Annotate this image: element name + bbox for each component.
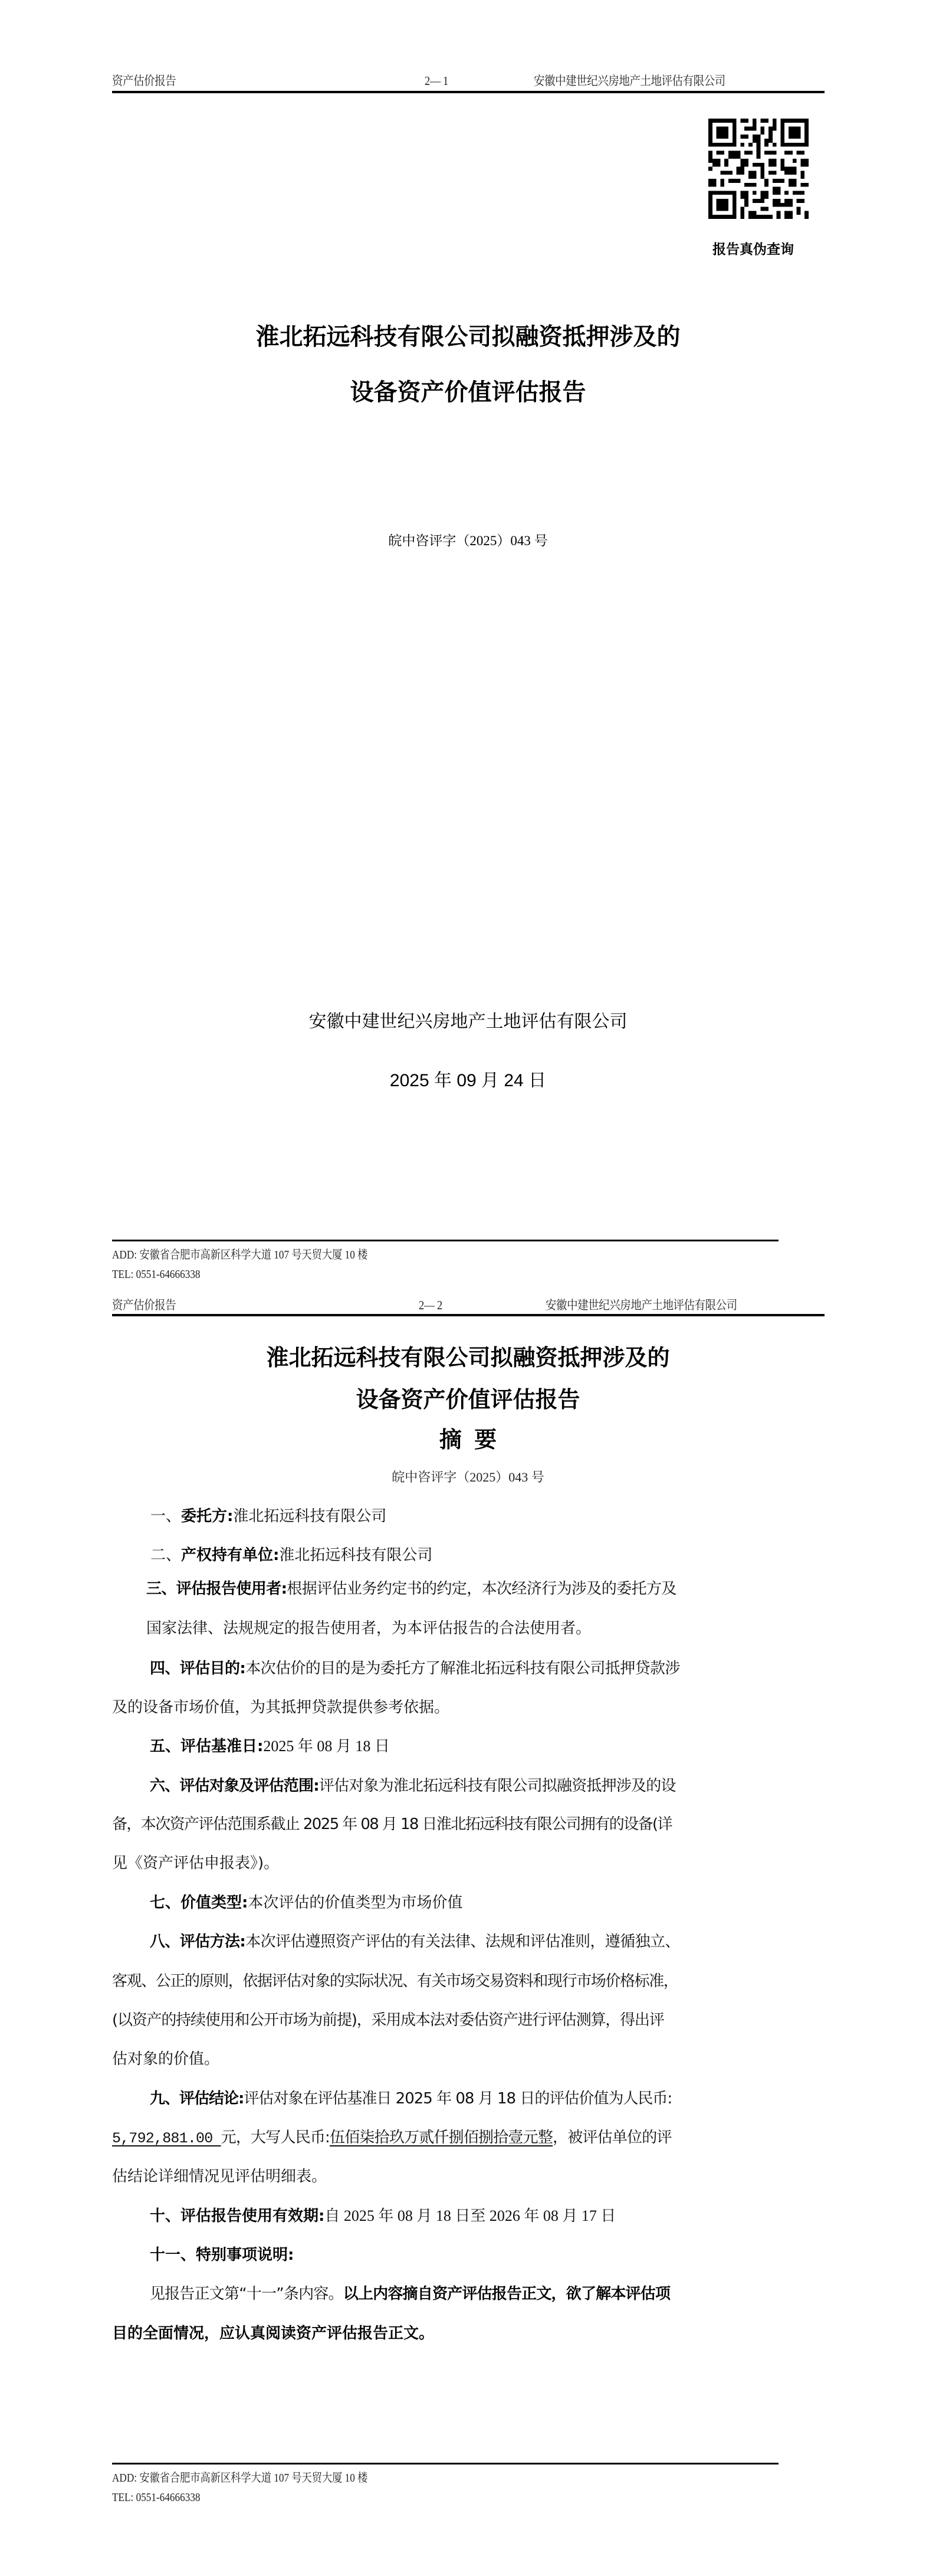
appraised-value-amount: 5,792,881.00 [112,2130,221,2147]
item-value: 淮北拓远科技有限公司 [279,1546,433,1564]
amount-tail: ，被评估单位的评 [553,2129,672,2146]
item-label: 八、评估方法: [150,1933,246,1951]
amount-unit: 元，大写人民币: [221,2129,330,2146]
item-property-owner [150,1545,432,1565]
appraised-value-words: 伍佰柒拾玖万贰仟捌佰捌拾壹元整 [330,2129,553,2146]
item-label: 九、评估结论: [150,2090,244,2108]
summary-heading: 摘 要 [439,1427,497,1453]
item-method-cont: 客观、公正的原则，依据评估对象的实际状况、有关市场交易资料和现行市场价格标准， [112,1972,678,1990]
header-doc-type: 资产估价报告 [112,1298,176,1312]
header-rule [112,91,825,93]
item-purpose [150,1659,680,1679]
cover-company: 安徽中建世纪兴房地产土地评估有限公司 [308,1011,628,1032]
item-value: 淮北拓远科技有限公司 [233,1507,387,1525]
item-special-notes-cont: 目的全面情况，应认真阅读资产评估报告正文。 [112,2325,435,2342]
item-label: 四、评估目的: [150,1660,246,1677]
item-value: 见报告正文第“十一”条内容。 [150,2285,343,2303]
item-client [150,1506,386,1526]
item-label: 十一、特别事项说明: [150,2246,294,2264]
item-value: 自 2025 年 08 月 18 日至 2026 年 08 月 17 日 [324,2207,616,2224]
item-conclusion [150,2089,672,2109]
item-number: 二、 [150,1546,182,1564]
item-scope-cont: 备，本次资产评估范围系截止 2025 年 08 月 18 日淮北拓远科技有限公司拥有的设备(详 [112,1815,672,1833]
item-conclusion-cont: 估结论详细情况见评估明细表。 [112,2168,327,2185]
item-number: 一、 [150,1507,182,1525]
footer-address: ADD: 安徽省合肥市高新区科学大道 107 号天贸大厦 10 楼 [112,1248,368,1261]
item-special-notes [150,2245,294,2265]
summary-title-line-2: 设备资产价值评估报告 [356,1387,580,1412]
header-company: 安徽中建世纪兴房地产土地评估有限公司 [534,74,725,88]
item-value: 本次评估的价值类型为市场价值 [248,1894,463,1912]
item-method [150,1932,680,1952]
item-method-cont: 估对象的价值。 [112,2050,220,2068]
item-value: 本次估价的目的是为委托方了解淮北拓远科技有限公司抵押贷款涉 [245,1660,680,1677]
item-value: 根据评估业务约定书的约定，本次经济行为涉及的委托方及 [287,1580,676,1598]
qr-code-icon[interactable] [708,119,809,219]
cover-title-line-1: 淮北拓远科技有限公司拟融资抵押涉及的 [255,323,681,350]
item-validity [150,2206,616,2226]
footer-rule [112,2463,779,2464]
item-value-type [150,1893,462,1913]
item-value: 本次评估遵照资产评估的有关法律、法规和评估准则，遵循独立、 [245,1933,680,1951]
footer-address: ADD: 安徽省合肥市高新区科学大道 107 号天贸大厦 10 楼 [112,2472,368,2485]
footer-rule [112,1240,779,1241]
header-rule [112,1314,825,1316]
header-page-number: 2— 1 [425,74,448,88]
cover-doc-number: 皖中咨评字（2025）043 号 [388,533,548,548]
cover-date: 2025 年 09 月 24 日 [389,1071,547,1090]
item-base-date [150,1736,390,1756]
item-method-cont: (以资产的持续使用和公开市场为前提)，采用成本法对委估资产进行评估测算，得出评 [112,2011,664,2029]
item-value: 2025 年 08 月 18 日 [263,1738,390,1755]
item-label: 十、评估报告使用有效期: [150,2207,325,2225]
header-company: 安徽中建世纪兴房地产土地评估有限公司 [546,1298,737,1312]
qr-verify-label: 报告真伪查询 [712,242,794,257]
footer-phone: TEL: 0551-64666338 [112,1268,201,1281]
header-page-number: 2— 2 [419,1298,442,1312]
item-value: 评估对象为淮北拓远科技有限公司拟融资抵押涉及的设 [318,1777,676,1795]
header-doc-type: 资产估价报告 [112,74,176,88]
cover-title-line-2: 设备资产价值评估报告 [350,379,586,406]
item-report-users-cont: 国家法律、法规规定的报告使用者，为本评估报告的合法使用者。 [146,1620,592,1637]
item-conclusion-amount-line [112,2128,672,2149]
item-report-users [146,1579,676,1599]
item-scope-cont: 见《资产评估申报表》)。 [112,1854,280,1872]
item-emphasis: 以上内容摘自资产评估报告正文，欲了解本评估项 [343,2285,671,2303]
item-label: 七、价值类型: [150,1894,248,1912]
summary-title-line-1: 淮北拓远科技有限公司拟融资抵押涉及的 [266,1345,670,1371]
summary-doc-number: 皖中咨评字（2025）043 号 [392,1470,544,1484]
item-label: 委托方: [181,1507,234,1525]
item-label: 产权持有单位: [181,1546,280,1564]
item-scope [150,1776,676,1796]
item-value: 评估对象在评估基准日 2025 年 08 月 18 日的评估价值为人民币: [244,2090,672,2108]
item-label: 三、评估报告使用者: [146,1580,287,1598]
footer-phone: TEL: 0551-64666338 [112,2491,201,2504]
item-label: 六、评估对象及评估范围: [150,1777,319,1795]
item-special-notes-text [150,2284,670,2304]
item-purpose-cont: 及的设备市场价值，为其抵押贷款提供参考依据。 [112,1699,450,1716]
item-label: 五、评估基准日: [150,1738,264,1755]
